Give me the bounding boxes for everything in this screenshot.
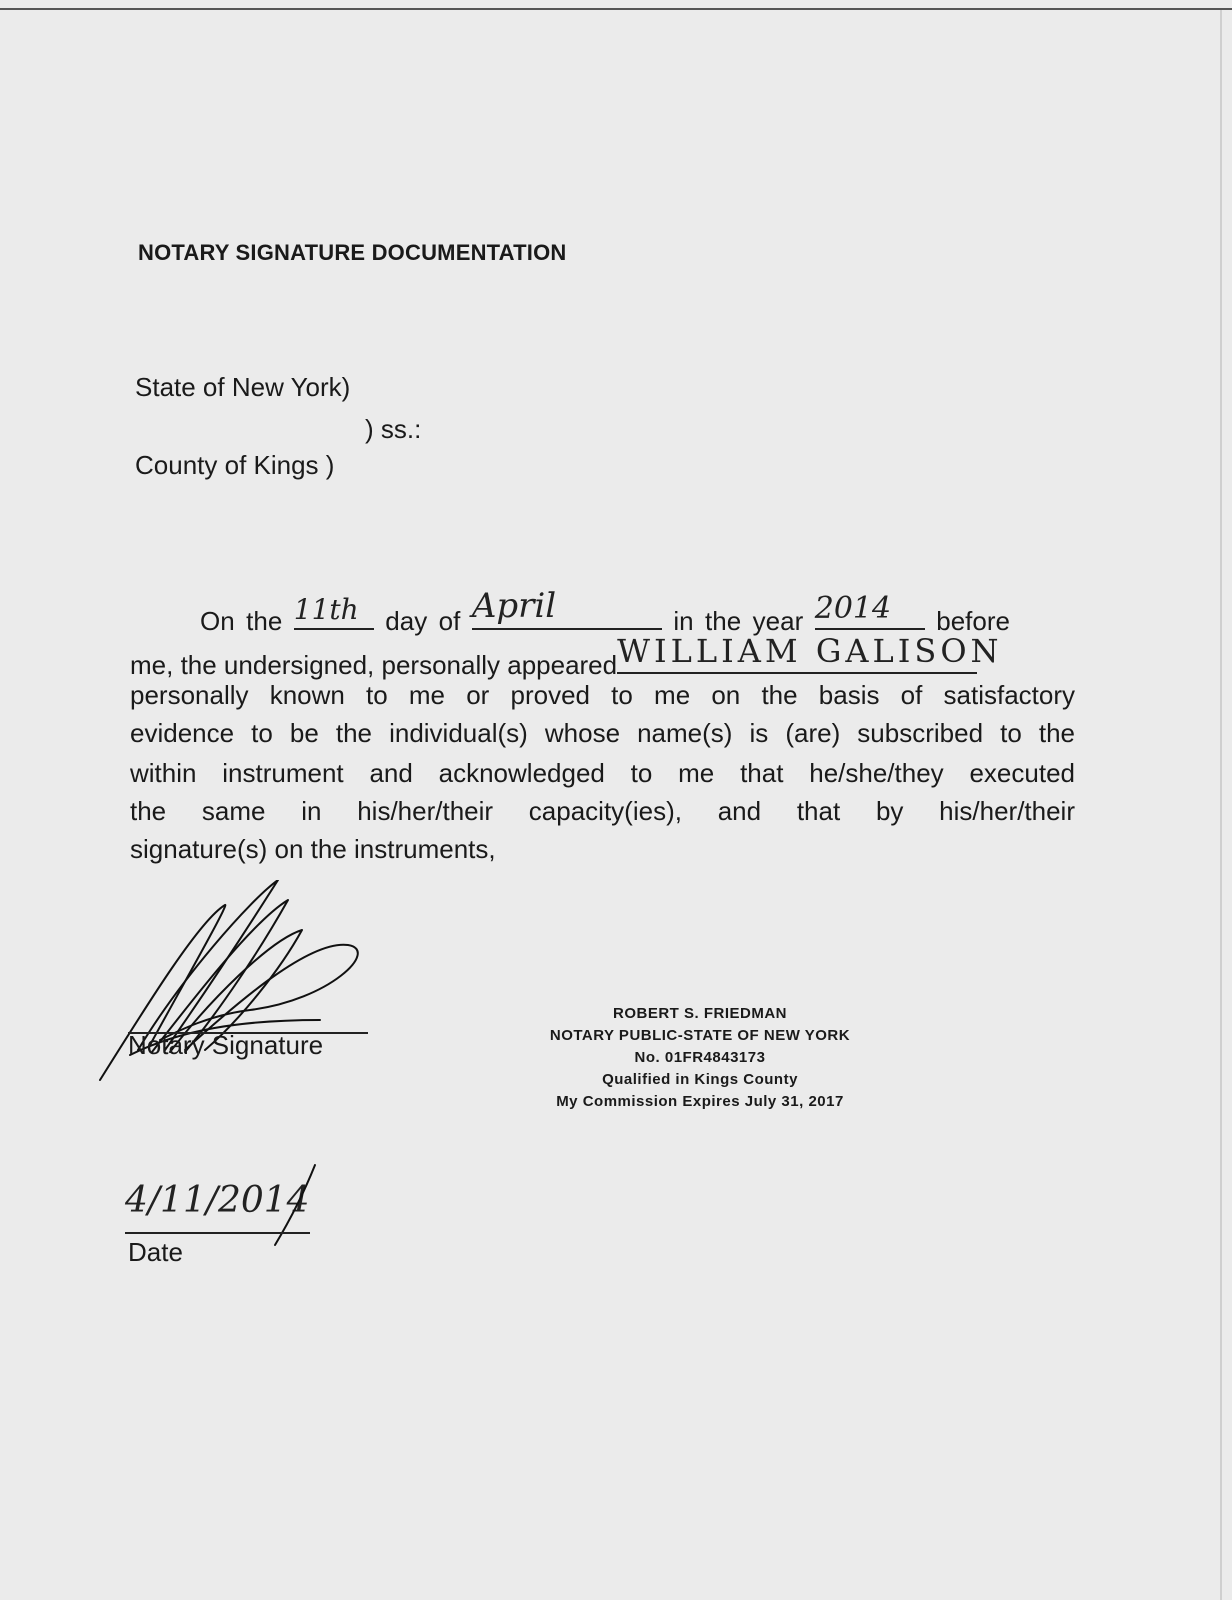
notary-signature-label: Notary Signature <box>128 1030 324 1060</box>
handwritten-name: WILLIAM GALISON <box>617 632 1003 670</box>
stamp-title: NOTARY PUBLIC-STATE OF NEW YORK <box>549 1027 851 1044</box>
venue-state: State of New York) <box>135 372 351 402</box>
ack-line-2 <box>130 632 1075 681</box>
ack-on-the: On the <box>200 606 283 636</box>
venue-ss: ) ss.: <box>365 414 422 444</box>
stamp-name: ROBERT S. FRIEDMAN <box>613 1005 787 1022</box>
ack-in-the-year: in the year <box>673 606 804 636</box>
notary-stamp <box>500 1003 900 1113</box>
stamp-expires: My Commission Expires July 31, 2017 <box>556 1093 844 1110</box>
venue-county: County of Kings ) <box>135 450 335 480</box>
stamp-qualified: Qualified in Kings County <box>602 1071 798 1088</box>
ack-before: before <box>936 606 1010 636</box>
ack-line-4: evidence to be the individual(s) whose name(s) is (are) subscribed to the <box>130 718 1075 748</box>
scan-right-edge <box>1220 10 1222 1600</box>
ack-line-5: within instrument and acknowledged to me that he/she/they executed <box>130 758 1075 788</box>
day-blank <box>293 593 374 630</box>
month-blank <box>471 586 662 630</box>
stamp-number: No. 01FR4843173 <box>634 1049 766 1066</box>
year-blank <box>814 591 925 630</box>
ack-day-of: day of <box>385 606 461 636</box>
name-blank <box>617 632 1003 674</box>
ack-undersigned: me, the undersigned, personally appeared <box>130 650 618 680</box>
handwritten-date: 4/11/2014 <box>125 1180 310 1221</box>
handwritten-day: 11th <box>293 593 359 626</box>
ack-line-3: personally known to me or proved to me on the basis of satisfactory <box>130 680 1075 710</box>
date-label: Date <box>128 1237 183 1267</box>
scan-top-edge <box>0 8 1232 10</box>
date-line <box>125 1232 310 1234</box>
document-title: NOTARY SIGNATURE DOCUMENTATION <box>138 240 567 265</box>
date-pen-stroke <box>265 1160 325 1250</box>
handwritten-year: 2014 <box>814 591 892 626</box>
ack-line-6: the same in his/her/their capacity(ies), and that by his/her/their <box>130 796 1075 826</box>
ack-line-7: signature(s) on the instruments, <box>130 834 496 864</box>
handwritten-month: April <box>471 586 557 626</box>
